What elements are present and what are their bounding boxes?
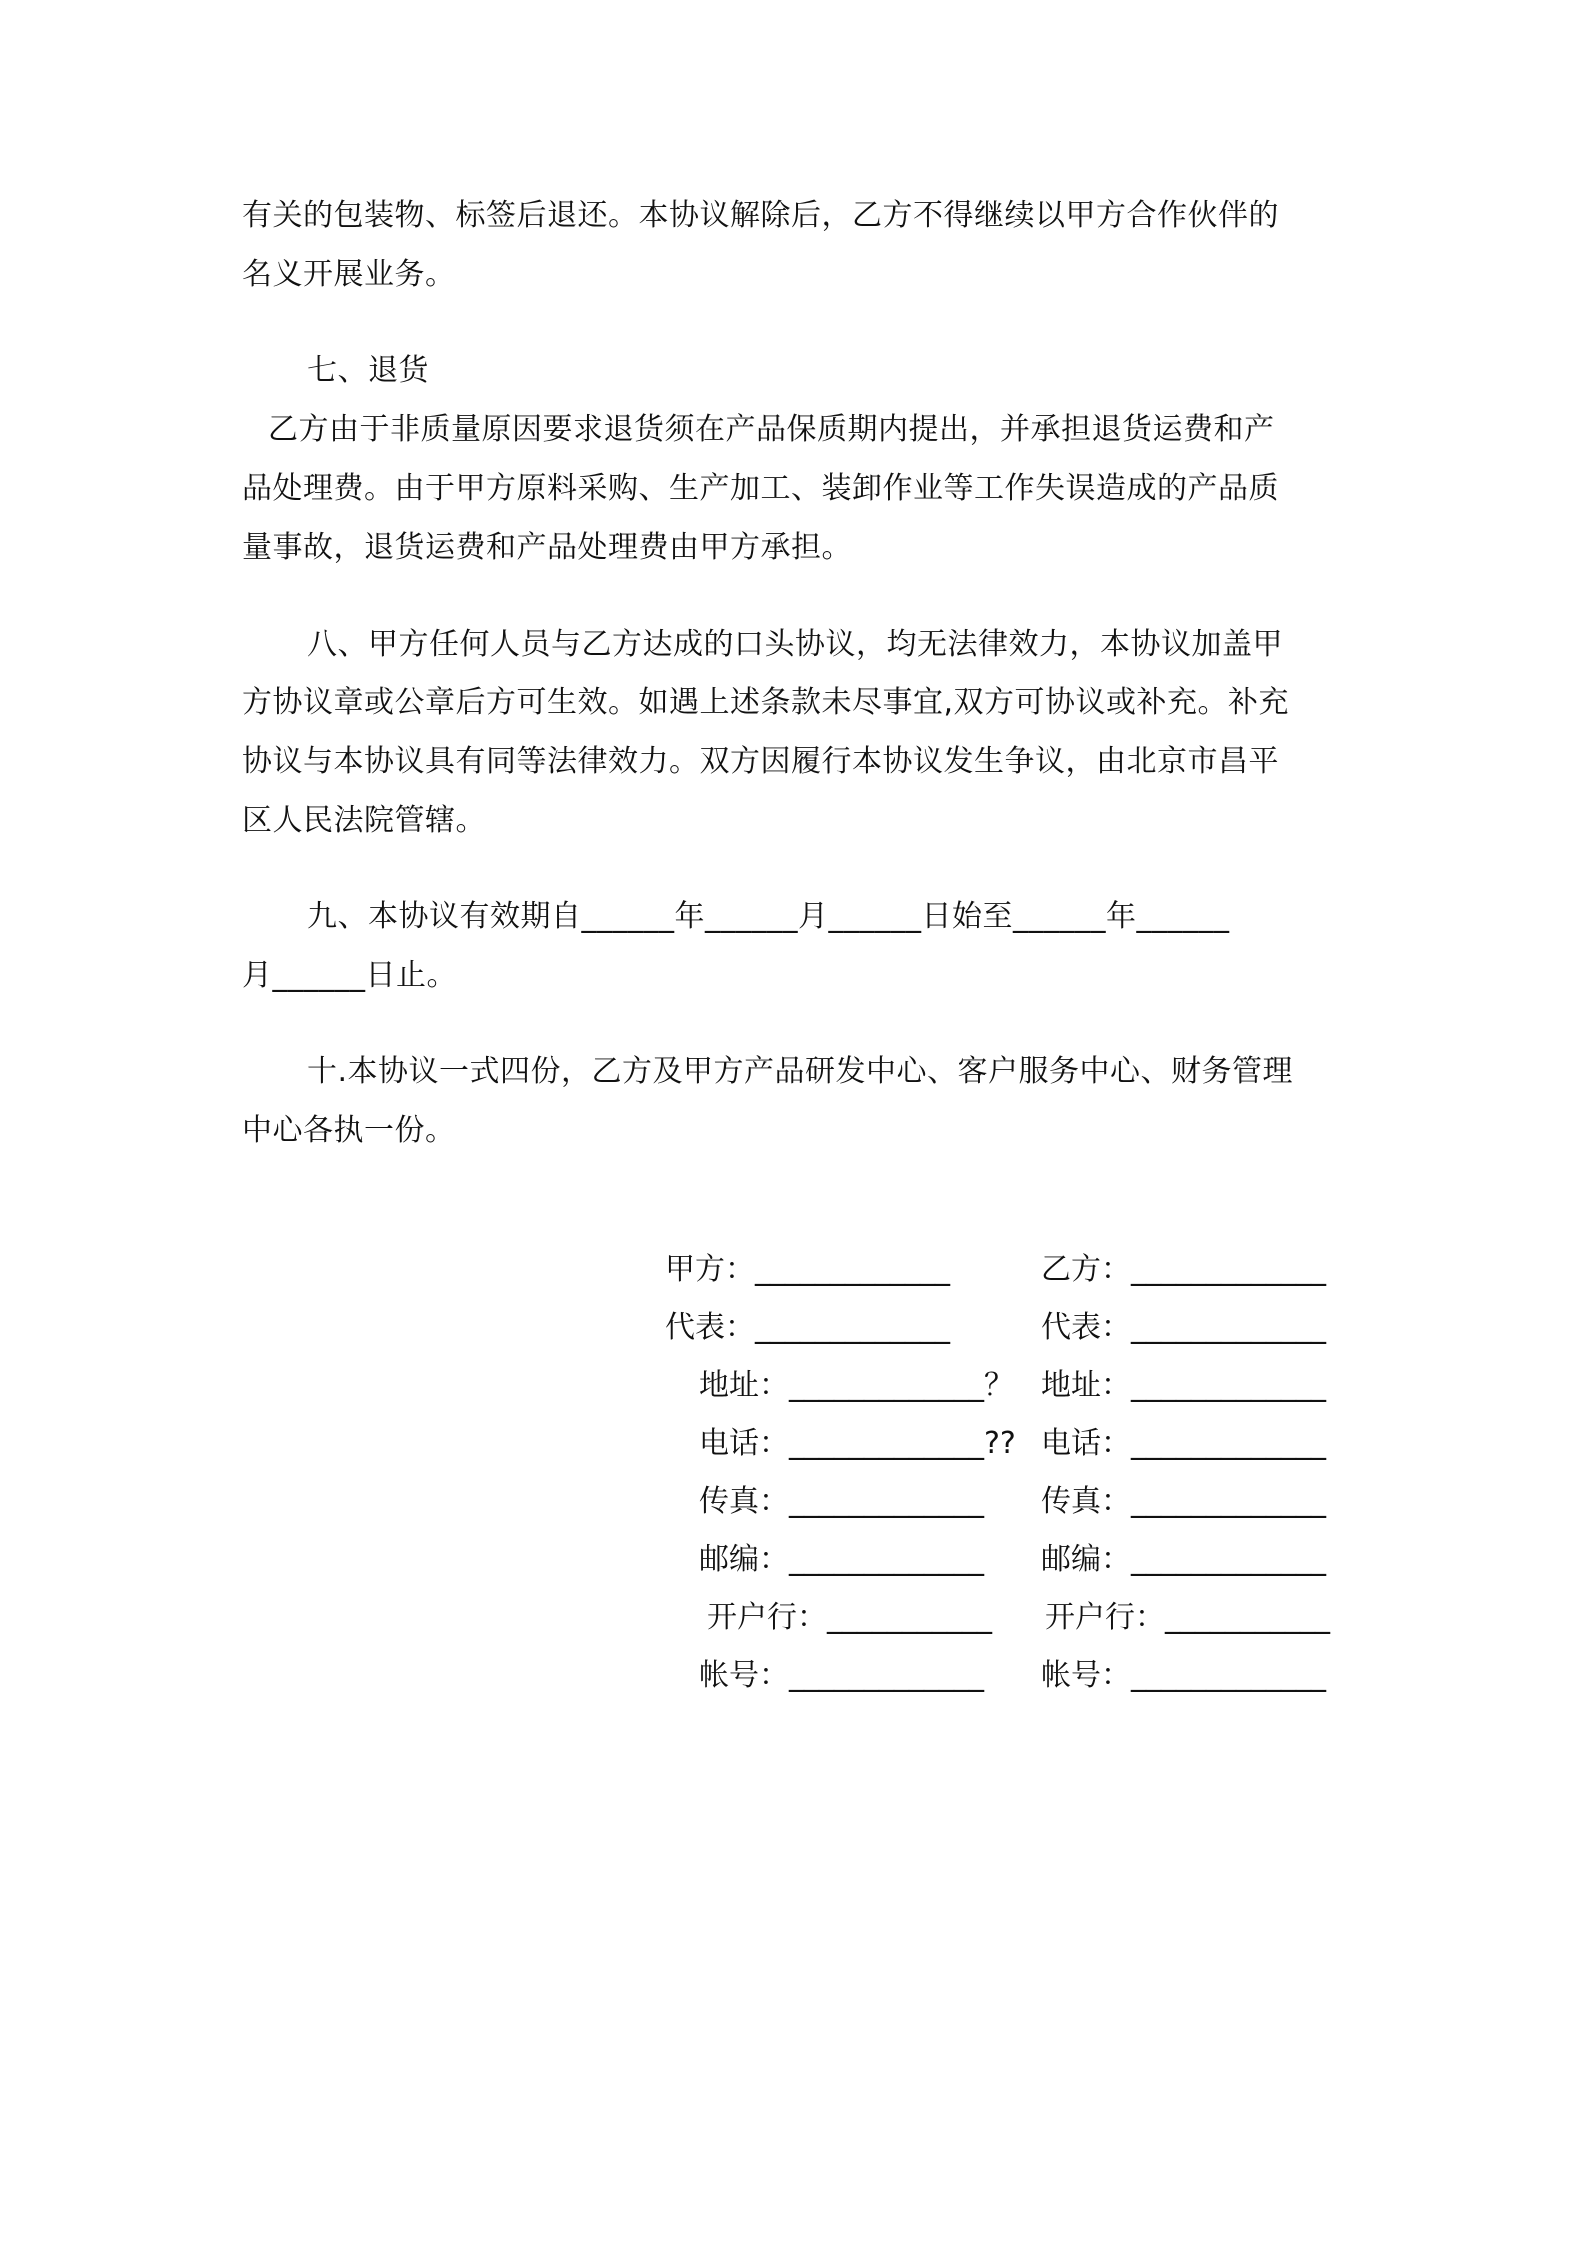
paragraph-8-line-3: 协议与本协议具有同等法律效力。双方因履行本协议发生争议，由北京市昌平: [242, 744, 1279, 779]
paragraph-8-line-4: 区人民法院管辖。: [242, 803, 486, 838]
paragraph-6-line-2: 名义开展业务。: [242, 257, 456, 292]
paragraph-9-line-2: 月______日止。: [242, 958, 457, 993]
paragraph-7-line-3: 量事故，退货运费和产品处理费由甲方承担。: [242, 530, 852, 565]
party-a-postcode: 邮编：_____________: [699, 1542, 984, 1577]
party-a-address: 地址：_____________？: [699, 1368, 1014, 1403]
party-b-representative: 代表：_____________: [1041, 1310, 1326, 1345]
section-7-heading: 七、退货: [307, 353, 429, 388]
paragraph-8-line-1: 八、甲方任何人员与乙方达成的口头协议，均无法律效力，本协议加盖甲: [307, 627, 1283, 662]
paragraph-7-line-1: 乙方由于非质量原因要求退货须在产品保质期内提出，并承担退货运费和产: [268, 412, 1275, 447]
paragraph-10-line-2: 中心各执一份。: [242, 1113, 456, 1148]
party-b-bank: 开户行：___________: [1045, 1600, 1330, 1635]
party-a-account: 帐号：_____________: [699, 1658, 984, 1693]
party-a-fax: 传真：_____________: [699, 1484, 984, 1519]
party-b-phone: 电话：_____________: [1041, 1426, 1326, 1461]
paragraph-10-line-1: 十.本协议一式四份，乙方及甲方产品研发中心、客户服务中心、财务管理: [307, 1054, 1294, 1089]
party-a-phone: 电话：_____________??: [699, 1426, 1016, 1461]
paragraph-8-line-2: 方协议章或公章后方可生效。如遇上述条款未尽事宜,双方可协议或补充。补充: [242, 685, 1290, 720]
paragraph-7-line-2: 品处理费。由于甲方原料采购、生产加工、装卸作业等工作失误造成的产品质: [242, 471, 1279, 506]
party-a-label: 甲方：_____________: [665, 1252, 950, 1287]
party-b-postcode: 邮编：_____________: [1041, 1542, 1326, 1577]
paragraph-9-line-1: 九、本协议有效期自______年______月______日始至______年______: [307, 899, 1230, 934]
party-a-bank: 开户行：___________: [707, 1600, 992, 1635]
party-b-label: 乙方：_____________: [1041, 1252, 1326, 1287]
paragraph-6-line-1: 有关的包装物、标签后退还。本协议解除后，乙方不得继续以甲方合作伙伴的: [242, 198, 1279, 233]
party-b-address: 地址：_____________: [1041, 1368, 1326, 1403]
party-b-fax: 传真：_____________: [1041, 1484, 1326, 1519]
party-b-account: 帐号：_____________: [1041, 1658, 1326, 1693]
party-a-representative: 代表：_____________: [665, 1310, 950, 1345]
